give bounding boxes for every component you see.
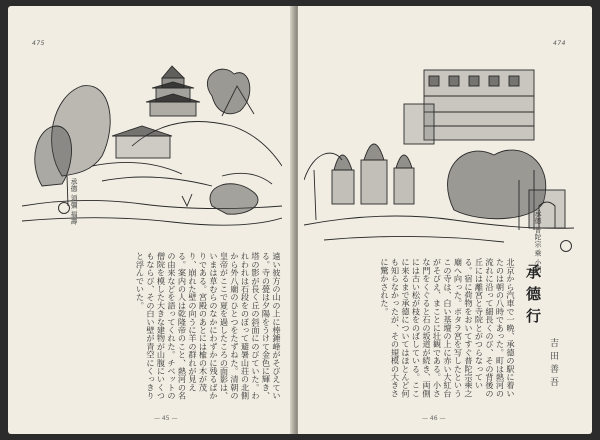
article-title: 承德行 — [524, 264, 542, 330]
page-number: 475 — [32, 40, 45, 47]
body-text: 北京から汽車で一晩、承德の駅に着いたのは朝の八時であった。町は熱河の流れに沿って細長くのび、その背後の丘には離宮と寺院とがつらなっている。宿に荷物をおいてすぐ普陀宗乘之廟へ向った。ポタラ宮を写したというこの寺は、白い基壇の上に赤い大紅台がそびえ、まことに壮観である。小さな門をくぐると石の坂道が続き、両側には古い松が枝をのばしている。ここに来るまで承德についてはほとんど何も知らなかったが、その規模の大きさに驚かされた。 — [380, 258, 516, 398]
body-text: 遠い彼方の山の上に棒錘峰がそびえている。寺の甍は夕陽をうけて金色に輝き、塔の影が長く丘の斜面にのびていた。われわれは石段をのぼって避暑山荘の北側から外八廟のひとつをたずねた。清朝の皇帝がここで夏を過したころの面影は、いまは草むらのなかにわずかに残るばかりである。宮殿のあとには楡の木が茂り、崩れた壁の向うに羊の群れが見える。案内の人は乾隆帝のこと、熱河の名の由来などを語ってくれた。チベットの僧院を模した大きな建物が山腹にいくつもならび、その白い壁が青空にくっきりと浮んでいた。 — [135, 252, 282, 400]
artist-seal — [58, 202, 70, 214]
right-page — [298, 6, 592, 434]
artist-seal — [560, 240, 572, 252]
sketch-signature: 承德 須彌 福壽 — [70, 178, 78, 225]
folio: — 46 — — [422, 415, 446, 422]
sketch-signature: 承德 普陀宗 乘 小門 — [534, 210, 542, 273]
title-block — [522, 264, 562, 404]
author-name: 吉田善吾 — [548, 338, 558, 390]
folio: — 45 — — [154, 415, 178, 422]
page-number: 474 — [553, 40, 566, 47]
left-page — [8, 6, 294, 434]
